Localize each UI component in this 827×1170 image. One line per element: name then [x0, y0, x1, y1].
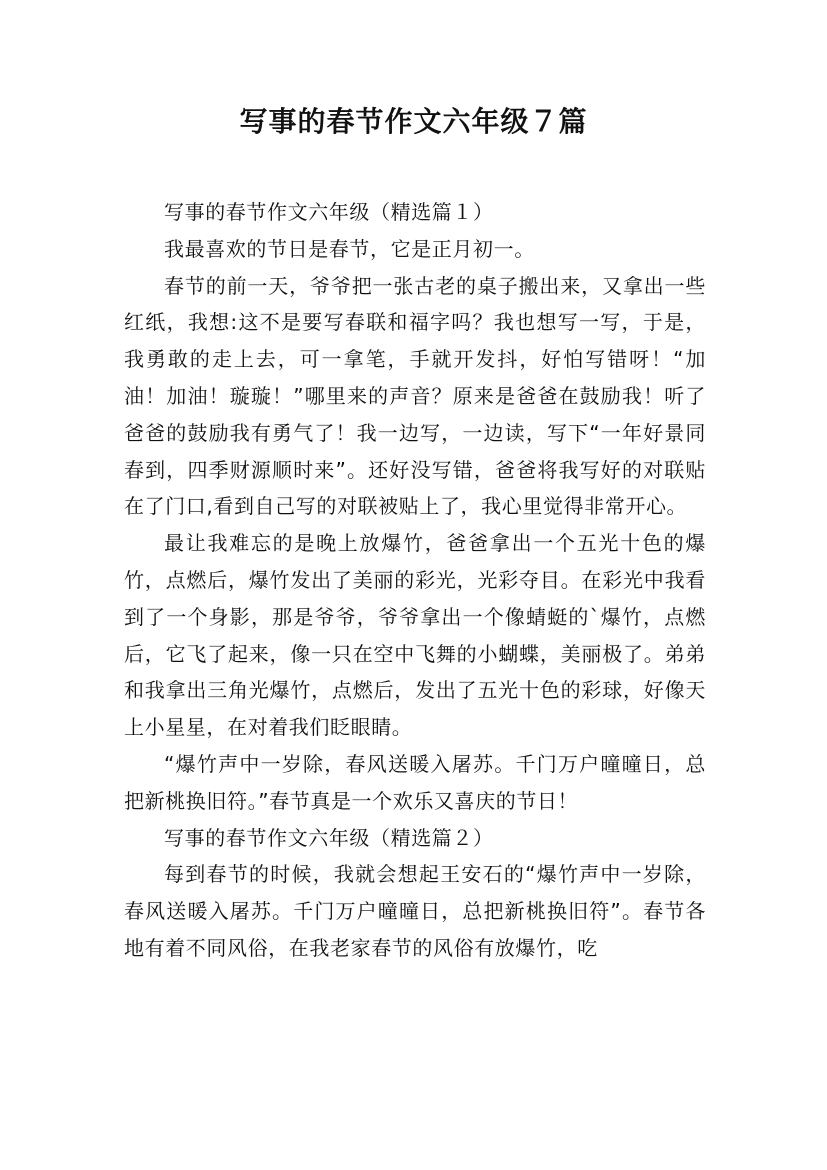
paragraph: “爆竹声中一岁除，春风送暖入屠苏。千门万户曈曈日，总把新桃换旧符。”春节真是一个欢乐又喜庆的节日！	[124, 751, 706, 813]
paragraph: 最让我难忘的是晚上放爆竹，爸爸拿出一个五光十色的爆竹，点燃后，爆竹发出了美丽的彩光，光彩夺目。在彩光中我看到了一个身影，那是爷爷，爷爷拿出一个像蜻蜓的`爆竹，点燃后，它飞了起来，像一只在空中飞舞的小蝴蝶，美丽极了。弟弟和我拿出三角光爆竹，点燃后，发出了五光十色的彩球，好像天上小星星，在对着我们眨眼睛。	[124, 531, 706, 740]
paragraph: 每到春节的时候，我就会想起王安石的“爆竹声中一岁除，春风送暖入屠苏。千门万户曈曈日，总把新桃换旧符”。春节各地有着不同风俗，在我老家春节的风俗有放爆竹，吃	[124, 862, 706, 960]
section-heading: 写事的春节作文六年级（精选篇１）	[164, 200, 494, 224]
document-body	[124, 194, 706, 967]
document-title: 写事的春节作文六年级７篇	[239, 105, 588, 138]
section-heading: 写事的春节作文六年级（精选篇２）	[164, 825, 494, 850]
paragraph: 我最喜欢的节日是春节，它是正月初一。	[164, 236, 535, 261]
paragraph: 春节的前一天，爷爷把一张古老的桌子搬出来，又拿出一些红纸，我想:这不是要写春联和福字吗？我也想写一写，于是，我勇敢的走上去，可一拿笔，手就开发抖，好怕写错呀！“加油！加油！璇璇！”哪里来的声音？原来是爸爸在鼓励我！听了爸爸的鼓励我有勇气了！我一边写，一边读，写下“一年好景同春到，四季财源顺时来”。还好没写错，爸爸将我写好的对联贴在了门口,看到自己写的对联被贴上了，我心里觉得非常开心。	[124, 273, 706, 519]
